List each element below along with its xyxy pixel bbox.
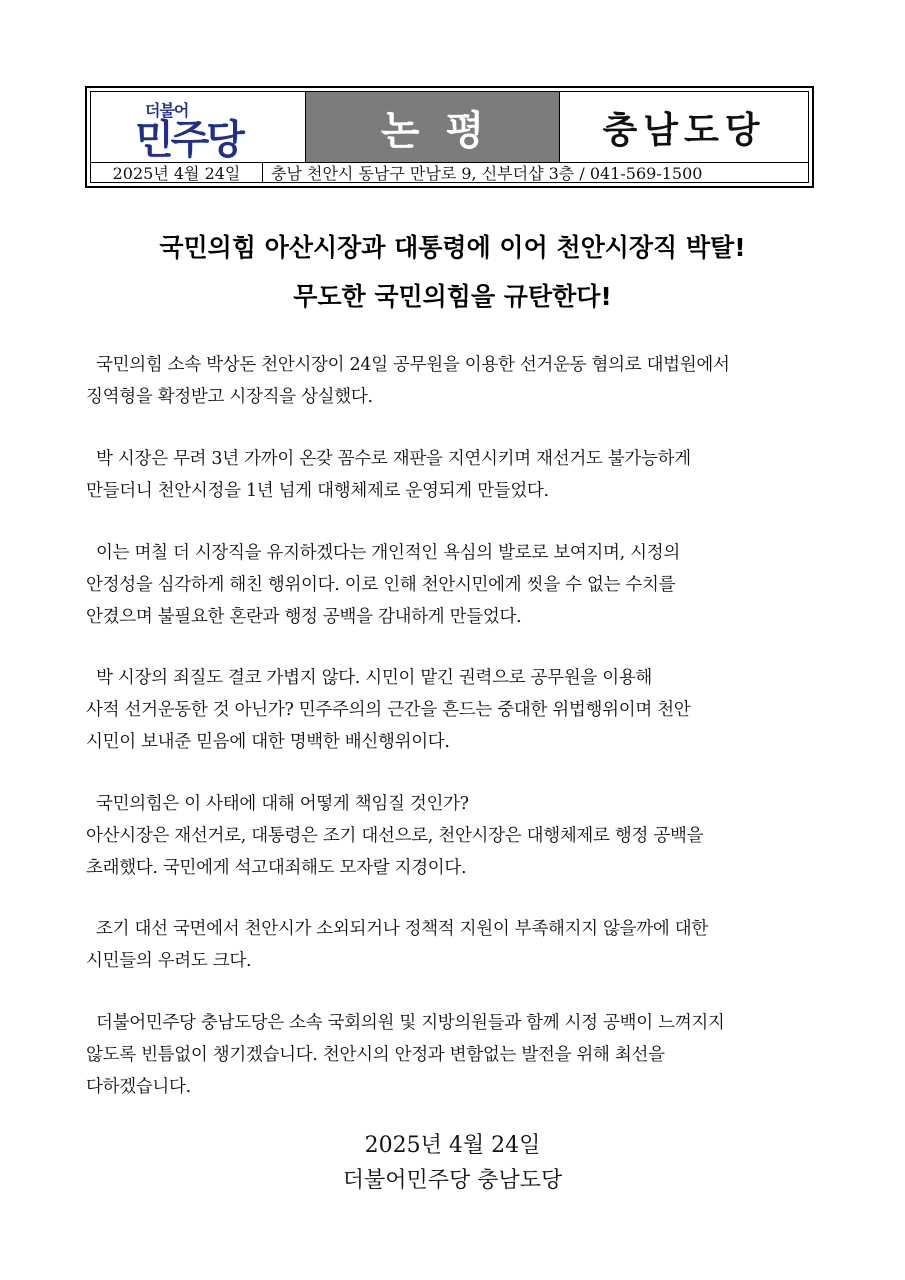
paragraph-line: 박 시장의 죄질도 결코 가볍지 않다. 시민이 맡긴 권력으로 공무원을 이용해: [96, 668, 653, 688]
paragraph-line: 징역형을 확정받고 시장직을 상실했다.: [86, 387, 373, 407]
paragraph-line: 국민의힘 소속 박상돈 천안시장이 24일 공무원을 이용한 선거운동 혐의로 대법원에서: [96, 355, 730, 375]
paragraph-line: 안겼으며 불필요한 혼란과 행정 공백을 감내하게 만들었다.: [86, 607, 522, 627]
paragraph-line: 박 시장은 무려 3년 가까이 온갖 꼼수로 재판을 지연시키며 재선거도 불가능하게: [96, 449, 691, 469]
headline-line-2: 무도한 국민의힘을 규탄한다!: [293, 282, 612, 311]
paragraph-6: [86, 913, 819, 977]
headline-line-1: 국민의힘 아산시장과 대통령에 이어 천안시장직 박탈!: [159, 233, 746, 262]
paragraph-line: 시민들의 우려도 크다.: [86, 951, 252, 971]
paragraph-line: 안정성을 심각하게 해친 행위이다. 이로 인해 천안시민에게 씻을 수 없는 수치를: [86, 575, 676, 595]
press-header: [85, 86, 814, 188]
paragraph-line: 조기 대선 국면에서 천안시가 소외되거나 정책적 지원이 부족해지지 않을까에 대한: [96, 919, 708, 939]
paragraph-1: [86, 349, 819, 413]
paragraph-line: 국민의힘은 이 사태에 대해 어떻게 책임질 것인가?: [96, 794, 469, 814]
paragraph-5: [86, 788, 819, 884]
org-name: 충남도당: [602, 109, 766, 151]
party-logo: [91, 92, 306, 162]
org-cell: [560, 92, 808, 162]
paragraph-line: 사적 선거운동한 것 아닌가? 민주주의의 근간을 흔드는 중대한 위법행위이며 천안: [86, 700, 691, 720]
header-address: 충남 천안시 동남구 만남로 9, 신부더샵 3층 / 041-569-1500: [271, 164, 703, 183]
header-bottom-row: [91, 163, 808, 182]
header-top-row: [91, 92, 808, 163]
signature-date: 2025년 4월 24일: [364, 1133, 541, 1158]
header-date: 2025년 4월 24일: [91, 163, 263, 182]
paragraph-line: 아산시장은 재선거로, 대통령은 조기 대선으로, 천안시장은 대행체제로 행정 공백을: [86, 826, 704, 846]
paragraph-line: 시민이 보내준 믿음에 대한 명백한 배신행위이다.: [86, 732, 450, 752]
paragraph-line: 다하겠습니다.: [86, 1077, 191, 1097]
doc-type-cell: [306, 92, 560, 162]
paragraph-4: [86, 662, 819, 758]
paragraph-line: 않도록 빈틈없이 챙기겠습니다. 천안시의 안정과 변함없는 발전을 위해 최선을: [86, 1045, 665, 1065]
logo-main-text: 민주당: [135, 117, 242, 163]
logo-small-text: 더불어: [145, 101, 189, 120]
paragraph-3: [86, 537, 819, 633]
paragraph-line: 더불어민주당 충남도당은 소속 국회의원 및 지방의원들과 함께 시정 공백이 느껴지지: [96, 1013, 725, 1033]
signature-org: 더불어민주당 충남도당: [342, 1168, 563, 1193]
paragraph-line: 초래했다. 국민에게 석고대죄해도 모자랄 지경이다.: [86, 858, 467, 878]
paragraph-line: 만들더니 천안시정을 1년 넘게 대행체제로 운영되게 만들었다.: [86, 481, 549, 501]
paragraph-2: [86, 443, 819, 507]
paragraph-line: 이는 며칠 더 시장직을 유지하겠다는 개인적인 욕심의 발로로 보여지며, 시정의: [96, 543, 680, 563]
doc-type-title: 논평: [380, 107, 511, 154]
press-header-inner: [90, 91, 809, 183]
paragraph-7: [86, 1007, 819, 1103]
